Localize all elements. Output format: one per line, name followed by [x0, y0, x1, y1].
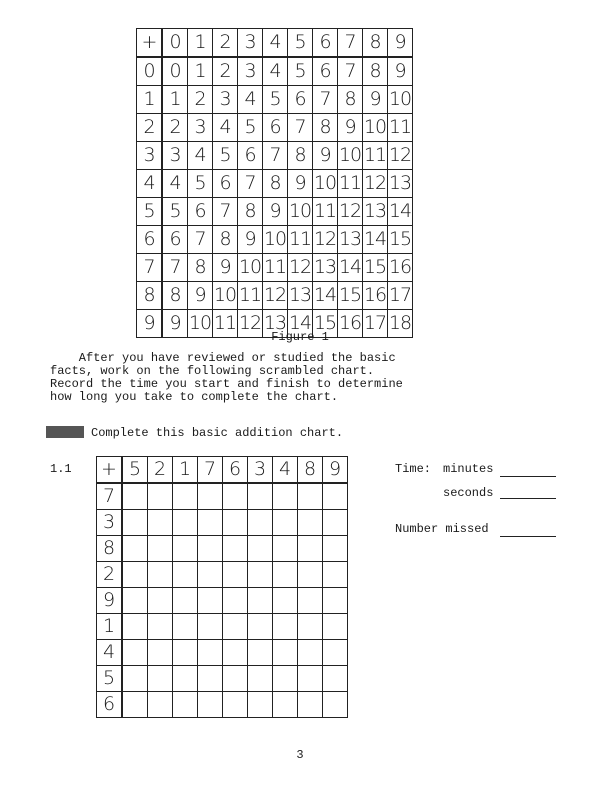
- table-row: [97, 614, 348, 640]
- answer-cell[interactable]: [148, 588, 173, 614]
- answer-cell[interactable]: [223, 666, 248, 692]
- sum-cell: 17: [363, 310, 388, 338]
- sum-cell: 16: [388, 254, 413, 282]
- answer-cell[interactable]: [223, 483, 248, 510]
- answer-cell[interactable]: [323, 483, 348, 510]
- row-header-cell: 1: [97, 614, 123, 640]
- answer-cell[interactable]: [223, 640, 248, 666]
- sum-cell: 4: [263, 57, 288, 86]
- answer-cell[interactable]: [198, 483, 223, 510]
- answer-cell[interactable]: [248, 692, 273, 718]
- number-missed-answer-line[interactable]: [500, 536, 556, 537]
- answer-cell[interactable]: [173, 562, 198, 588]
- sum-cell: 13: [388, 170, 413, 198]
- sum-cell: 2: [162, 114, 188, 142]
- sum-cell: 12: [388, 142, 413, 170]
- answer-cell[interactable]: [173, 588, 198, 614]
- answer-cell[interactable]: [173, 510, 198, 536]
- sum-cell: 5: [288, 57, 313, 86]
- column-header-cell: 9: [323, 457, 348, 484]
- seconds-answer-line[interactable]: [500, 498, 556, 499]
- answer-cell[interactable]: [223, 614, 248, 640]
- sum-cell: 11: [363, 142, 388, 170]
- sum-cell: 14: [288, 310, 313, 338]
- table-row: [137, 198, 413, 226]
- column-header-cell: 2: [213, 29, 238, 58]
- answer-cell[interactable]: [148, 562, 173, 588]
- sum-cell: 6: [188, 198, 213, 226]
- answer-cell[interactable]: [298, 614, 323, 640]
- row-header-cell: 5: [137, 198, 163, 226]
- column-header-cell: 6: [313, 29, 338, 58]
- sum-cell: 5: [238, 114, 263, 142]
- column-header-cell: 8: [363, 29, 388, 58]
- sum-cell: 14: [338, 254, 363, 282]
- sum-cell: 1: [162, 86, 188, 114]
- column-header-cell: 6: [223, 457, 248, 484]
- sum-cell: 3: [162, 142, 188, 170]
- sum-cell: 15: [388, 226, 413, 254]
- answer-cell[interactable]: [148, 614, 173, 640]
- column-header-cell: 0: [162, 29, 188, 58]
- answer-cell[interactable]: [198, 614, 223, 640]
- table-row: [97, 640, 348, 666]
- answer-cell[interactable]: [198, 588, 223, 614]
- plus-sign-cell: +: [137, 29, 163, 58]
- answer-cell[interactable]: [148, 483, 173, 510]
- answer-cell[interactable]: [223, 510, 248, 536]
- row-header-cell: 7: [97, 483, 123, 510]
- sum-cell: 5: [162, 198, 188, 226]
- sum-cell: 11: [388, 114, 413, 142]
- sum-cell: 11: [238, 282, 263, 310]
- answer-cell[interactable]: [248, 640, 273, 666]
- sum-cell: 5: [263, 86, 288, 114]
- sum-cell: 8: [238, 198, 263, 226]
- section-marker-bar: [46, 426, 84, 438]
- plus-sign-cell: +: [97, 457, 123, 484]
- answer-cell[interactable]: [223, 536, 248, 562]
- sum-cell: 7: [162, 254, 188, 282]
- sum-cell: 10: [263, 226, 288, 254]
- answer-cell[interactable]: [148, 666, 173, 692]
- figure-caption: Figure 1: [271, 330, 329, 344]
- answer-cell[interactable]: [122, 640, 148, 666]
- table-row: [137, 282, 413, 310]
- answer-cell[interactable]: [248, 483, 273, 510]
- row-header-cell: 7: [137, 254, 163, 282]
- sum-cell: 9: [162, 310, 188, 338]
- minutes-answer-line[interactable]: [500, 476, 556, 477]
- column-header-cell: 9: [388, 29, 413, 58]
- answer-cell[interactable]: [122, 588, 148, 614]
- scrambled-addition-chart: [96, 456, 348, 718]
- number-missed-label: Number missed: [395, 522, 489, 536]
- answer-cell[interactable]: [323, 692, 348, 718]
- row-header-cell: 8: [137, 282, 163, 310]
- answer-cell[interactable]: [273, 562, 298, 588]
- table-header-row: [137, 29, 413, 58]
- sum-cell: 8: [363, 57, 388, 86]
- sum-cell: 13: [338, 226, 363, 254]
- answer-cell[interactable]: [148, 640, 173, 666]
- sum-cell: 2: [213, 57, 238, 86]
- answer-cell[interactable]: [122, 510, 148, 536]
- sum-cell: 7: [188, 226, 213, 254]
- sum-cell: 4: [188, 142, 213, 170]
- answer-cell[interactable]: [323, 614, 348, 640]
- sum-cell: 14: [363, 226, 388, 254]
- row-header-cell: 4: [97, 640, 123, 666]
- table-row: [137, 170, 413, 198]
- answer-cell[interactable]: [323, 510, 348, 536]
- sum-cell: 8: [288, 142, 313, 170]
- sum-cell: 7: [263, 142, 288, 170]
- answer-cell[interactable]: [298, 666, 323, 692]
- answer-cell[interactable]: [323, 536, 348, 562]
- sum-cell: 4: [213, 114, 238, 142]
- sum-cell: 13: [363, 198, 388, 226]
- column-header-cell: 1: [188, 29, 213, 58]
- sum-cell: 4: [162, 170, 188, 198]
- sum-cell: 9: [338, 114, 363, 142]
- answer-cell[interactable]: [273, 666, 298, 692]
- sum-cell: 3: [188, 114, 213, 142]
- exercise-number: 1.1: [50, 462, 72, 476]
- answer-cell[interactable]: [198, 640, 223, 666]
- sum-cell: 12: [313, 226, 338, 254]
- answer-cell[interactable]: [323, 588, 348, 614]
- table-header-row: [97, 457, 348, 484]
- column-header-cell: 5: [122, 457, 148, 484]
- sum-cell: 5: [213, 142, 238, 170]
- table-row: [97, 666, 348, 692]
- table-row: [137, 57, 413, 86]
- table-row: [97, 536, 348, 562]
- column-header-cell: 1: [173, 457, 198, 484]
- sum-cell: 10: [213, 282, 238, 310]
- answer-cell[interactable]: [173, 666, 198, 692]
- answer-cell[interactable]: [122, 614, 148, 640]
- answer-cell[interactable]: [198, 536, 223, 562]
- sum-cell: 9: [238, 226, 263, 254]
- sum-cell: 14: [388, 198, 413, 226]
- sum-cell: 11: [313, 198, 338, 226]
- sum-cell: 11: [288, 226, 313, 254]
- answer-cell[interactable]: [298, 536, 323, 562]
- answer-cell[interactable]: [173, 483, 198, 510]
- table-row: [137, 142, 413, 170]
- row-header-cell: 3: [137, 142, 163, 170]
- sum-cell: 12: [238, 310, 263, 338]
- answer-cell[interactable]: [273, 692, 298, 718]
- sum-cell: 0: [162, 57, 188, 86]
- sum-cell: 9: [213, 254, 238, 282]
- sum-cell: 3: [213, 86, 238, 114]
- answer-cell[interactable]: [148, 510, 173, 536]
- answer-cell[interactable]: [122, 666, 148, 692]
- sum-cell: 7: [313, 86, 338, 114]
- sum-cell: 9: [388, 57, 413, 86]
- sum-cell: 10: [288, 198, 313, 226]
- sum-cell: 9: [363, 86, 388, 114]
- sum-cell: 11: [338, 170, 363, 198]
- exercise-instruction: Complete this basic addition chart.: [91, 426, 344, 440]
- sum-cell: 12: [288, 254, 313, 282]
- sum-cell: 9: [313, 142, 338, 170]
- sum-cell: 6: [313, 57, 338, 86]
- table-row: [97, 483, 348, 510]
- row-header-cell: 4: [137, 170, 163, 198]
- answer-cell[interactable]: [148, 536, 173, 562]
- row-header-cell: 2: [137, 114, 163, 142]
- sum-cell: 13: [263, 310, 288, 338]
- answer-cell[interactable]: [173, 692, 198, 718]
- sum-cell: 7: [238, 170, 263, 198]
- sum-cell: 6: [288, 86, 313, 114]
- sum-cell: 18: [388, 310, 413, 338]
- answer-cell[interactable]: [323, 562, 348, 588]
- column-header-cell: 2: [148, 457, 173, 484]
- answer-cell[interactable]: [198, 692, 223, 718]
- table-row: [137, 86, 413, 114]
- column-header-cell: 8: [298, 457, 323, 484]
- sum-cell: 10: [363, 114, 388, 142]
- column-header-cell: 3: [238, 29, 263, 58]
- answer-cell[interactable]: [198, 666, 223, 692]
- sum-cell: 8: [313, 114, 338, 142]
- sum-cell: 9: [263, 198, 288, 226]
- sum-cell: 10: [338, 142, 363, 170]
- seconds-label: seconds: [443, 486, 494, 500]
- answer-cell[interactable]: [298, 483, 323, 510]
- table-row: [137, 114, 413, 142]
- sum-cell: 10: [313, 170, 338, 198]
- answer-cell[interactable]: [248, 666, 273, 692]
- sum-cell: 10: [388, 86, 413, 114]
- sum-cell: 8: [263, 170, 288, 198]
- row-header-cell: 8: [97, 536, 123, 562]
- sum-cell: 17: [388, 282, 413, 310]
- column-header-cell: 3: [248, 457, 273, 484]
- sum-cell: 9: [288, 170, 313, 198]
- sum-cell: 15: [338, 282, 363, 310]
- table-row: [137, 254, 413, 282]
- sum-cell: 7: [213, 198, 238, 226]
- row-header-cell: 9: [97, 588, 123, 614]
- sum-cell: 12: [363, 170, 388, 198]
- answer-cell[interactable]: [273, 640, 298, 666]
- sum-cell: 8: [162, 282, 188, 310]
- sum-cell: 15: [363, 254, 388, 282]
- sum-cell: 16: [338, 310, 363, 338]
- sum-cell: 9: [188, 282, 213, 310]
- sum-cell: 10: [238, 254, 263, 282]
- sum-cell: 12: [338, 198, 363, 226]
- answer-cell[interactable]: [248, 536, 273, 562]
- answer-cell[interactable]: [173, 614, 198, 640]
- answer-cell[interactable]: [323, 640, 348, 666]
- sum-cell: 1: [188, 57, 213, 86]
- answer-cell[interactable]: [298, 510, 323, 536]
- table-row: [137, 226, 413, 254]
- sum-cell: 7: [338, 57, 363, 86]
- answer-cell[interactable]: [248, 562, 273, 588]
- row-header-cell: 3: [97, 510, 123, 536]
- sum-cell: 5: [188, 170, 213, 198]
- answer-cell[interactable]: [298, 562, 323, 588]
- answer-cell[interactable]: [298, 588, 323, 614]
- sum-cell: 10: [188, 310, 213, 338]
- column-header-cell: 7: [338, 29, 363, 58]
- sum-cell: 15: [313, 310, 338, 338]
- row-header-cell: 6: [97, 692, 123, 718]
- minutes-label: minutes: [443, 462, 494, 476]
- sum-cell: 3: [238, 57, 263, 86]
- sum-cell: 6: [162, 226, 188, 254]
- table-row: [97, 588, 348, 614]
- answer-cell[interactable]: [273, 588, 298, 614]
- sum-cell: 11: [263, 254, 288, 282]
- answer-cell[interactable]: [223, 588, 248, 614]
- table-row: [97, 562, 348, 588]
- answer-cell[interactable]: [248, 588, 273, 614]
- sum-cell: 6: [263, 114, 288, 142]
- row-header-cell: 5: [97, 666, 123, 692]
- sum-cell: 16: [363, 282, 388, 310]
- answer-cell[interactable]: [148, 692, 173, 718]
- sum-cell: 14: [313, 282, 338, 310]
- answer-cell[interactable]: [122, 536, 148, 562]
- answer-cell[interactable]: [273, 483, 298, 510]
- answer-cell[interactable]: [223, 692, 248, 718]
- sum-cell: 4: [238, 86, 263, 114]
- sum-cell: 8: [338, 86, 363, 114]
- time-label: Time:: [395, 462, 432, 476]
- answer-cell[interactable]: [323, 666, 348, 692]
- sum-cell: 8: [188, 254, 213, 282]
- answer-cell[interactable]: [298, 640, 323, 666]
- answer-cell[interactable]: [122, 692, 148, 718]
- row-header-cell: 0: [137, 57, 163, 86]
- answer-cell[interactable]: [122, 562, 148, 588]
- answer-cell[interactable]: [273, 614, 298, 640]
- answer-cell[interactable]: [223, 562, 248, 588]
- table-row: [97, 692, 348, 718]
- row-header-cell: 6: [137, 226, 163, 254]
- answer-cell[interactable]: [122, 483, 148, 510]
- answer-cell[interactable]: [173, 536, 198, 562]
- answer-cell[interactable]: [273, 536, 298, 562]
- sum-cell: 11: [213, 310, 238, 338]
- answer-cell[interactable]: [298, 692, 323, 718]
- page-number: 3: [296, 748, 304, 762]
- row-header-cell: 2: [97, 562, 123, 588]
- column-header-cell: 7: [198, 457, 223, 484]
- sum-cell: 12: [263, 282, 288, 310]
- column-header-cell: 5: [288, 29, 313, 58]
- sum-cell: 13: [313, 254, 338, 282]
- answer-cell[interactable]: [248, 510, 273, 536]
- sum-cell: 6: [213, 170, 238, 198]
- row-header-cell: 9: [137, 310, 163, 338]
- sum-cell: 8: [213, 226, 238, 254]
- answer-cell[interactable]: [273, 510, 298, 536]
- sum-cell: 13: [288, 282, 313, 310]
- answer-cell[interactable]: [248, 614, 273, 640]
- column-header-cell: 4: [273, 457, 298, 484]
- sum-cell: 7: [288, 114, 313, 142]
- answer-cell[interactable]: [198, 562, 223, 588]
- answer-cell[interactable]: [173, 640, 198, 666]
- instructions-paragraph: After you have reviewed or studied the basic facts, work on the following scrambled chart. Record the time you start and finish to determine how long you take to complete the chart.: [50, 351, 403, 404]
- row-header-cell: 1: [137, 86, 163, 114]
- column-header-cell: 4: [263, 29, 288, 58]
- sum-cell: 2: [188, 86, 213, 114]
- figure1-addition-table: [136, 28, 413, 338]
- table-row: [97, 510, 348, 536]
- answer-cell[interactable]: [198, 510, 223, 536]
- sum-cell: 6: [238, 142, 263, 170]
